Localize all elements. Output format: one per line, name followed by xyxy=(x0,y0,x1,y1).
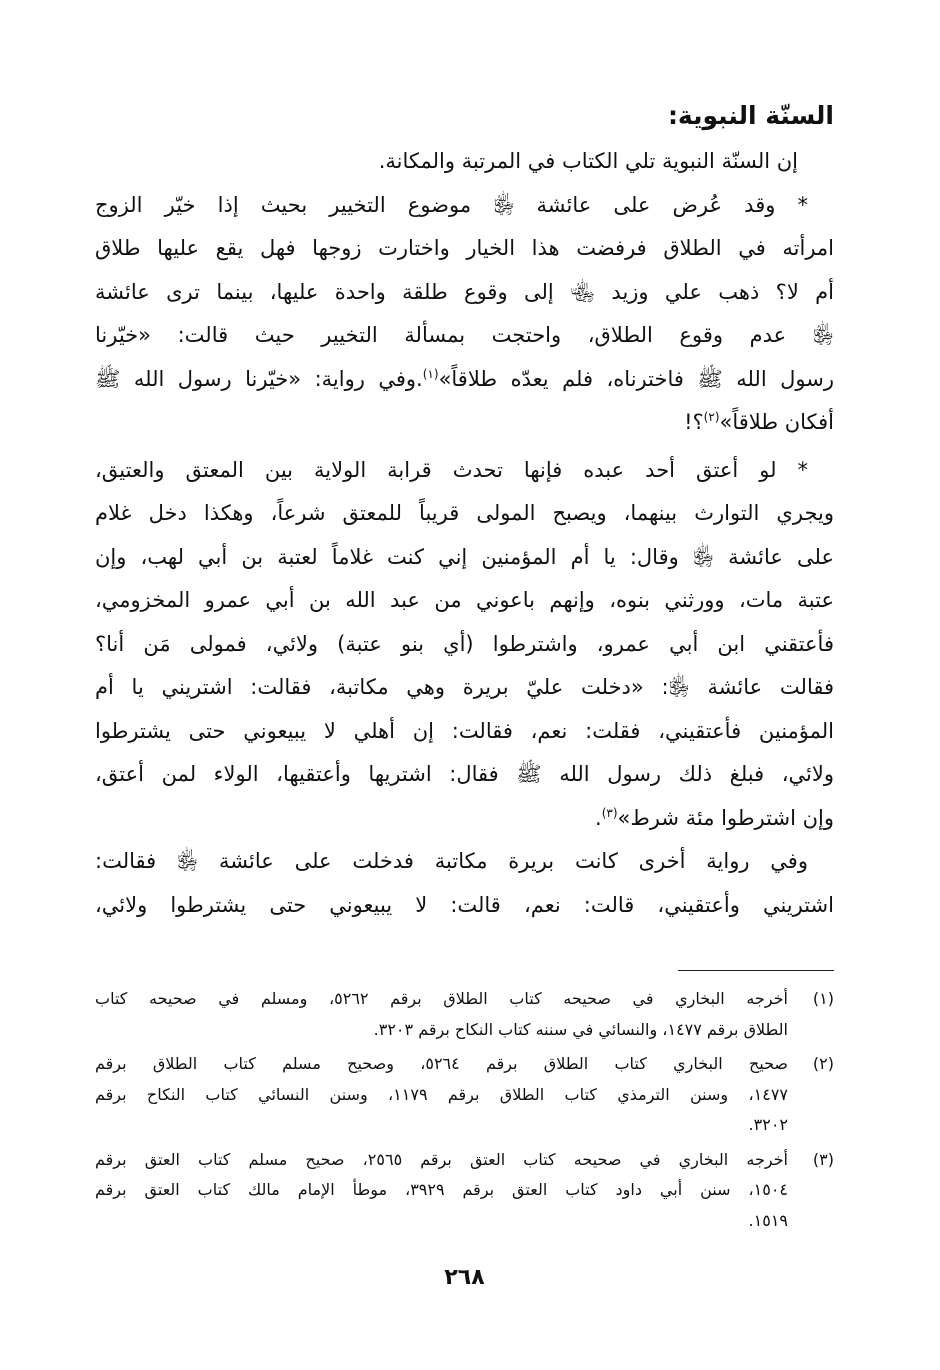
footnote-ref-2[interactable]: (٢) xyxy=(703,410,720,424)
footnote-text xyxy=(95,1145,788,1237)
text-line: * لو أعتق أحد عبده فإنها تحدث قرابة الولاية بين المعتق والعتيق، xyxy=(95,457,808,482)
book-page xyxy=(95,92,834,1340)
footnote-1 xyxy=(95,984,834,1045)
main-text xyxy=(95,140,834,927)
text-line: فقالت عائشة ﵂: «دخلت عليّ بريرة وهي مكاتبة، فقالت: اشتريني يا أم xyxy=(95,675,834,699)
text-line: على عائشة ﵂ وقال: يا أم المؤمنين إني كنت غلاماً لعتبة بن أبي لهب، وإن xyxy=(95,544,834,569)
footnote-3 xyxy=(95,1145,834,1237)
text-line: عتبة مات، وورثني بنوه، وإنهم باعوني من عبد الله بن أبي عمرو المخزومي، xyxy=(95,588,834,612)
footnote-text xyxy=(95,984,788,1045)
text-line: ﵂ عدم وقوع الطلاق، واحتجت بمسألة التخيير حيث قالت: «خيّرنا xyxy=(95,323,834,347)
text-line: المؤمنين فأعتقيني، فقلت: نعم، فقالت: إن أهلي لا يبيعوني حتى يشترطوا xyxy=(95,718,834,743)
text-line: وفي رواية أخرى كانت بريرة مكاتبة فدخلت على عائشة ﵂ فقالت: xyxy=(95,849,808,873)
text-line: امرأته في الطلاق فرفضت هذا الخيار واختارت زوجها فهل يقع عليها طلاق xyxy=(95,236,834,260)
section-heading: السنّة النبوية: xyxy=(667,101,834,130)
footnote-line: أخرجه البخاري في صحيحه كتاب الطلاق برقم ٥٢٦٢، ومسلم في صحيحه كتاب xyxy=(95,989,788,1008)
footnote-line: الطلاق برقم ١٤٧٧، والنسائي في سننه كتاب النكاح برقم ٣٢٠٣. xyxy=(373,1019,788,1039)
footnote-number: (٢) xyxy=(812,1054,834,1073)
text-segment: . xyxy=(595,805,602,830)
page-number: ٢٦٨ xyxy=(444,1265,485,1290)
footnote-line: ١٤٧٧، وسنن الترمذي كتاب الطلاق برقم ١١٧٩، وسنن النسائي كتاب النكاح برقم xyxy=(95,1084,789,1104)
paragraph-2 xyxy=(95,184,834,445)
footnote-line: ١٥٠٤، سنن أبي داود كتاب العتق برقم ٣٩٢٩، موطأ الإمام مالك كتاب العتق برقم xyxy=(95,1180,788,1199)
text-segment: وإن اشترطوا مئة شرط» xyxy=(617,805,834,830)
text-line: ولائي، فبلغ ذلك رسول الله ﷺ فقال: اشتريها وأعتقيها، الولاء لمن أعتق، xyxy=(95,762,834,786)
footnote-line: صحيح البخاري كتاب الطلاق برقم ٥٢٦٤، وصحيح مسلم كتاب الطلاق برقم xyxy=(95,1054,789,1073)
footnote-line: ١٥١٩. xyxy=(748,1210,788,1230)
footnote-number: (١) xyxy=(812,989,834,1008)
footnote-ref-1[interactable]: (١) xyxy=(422,366,439,381)
text-segment: ؟! xyxy=(684,410,704,434)
text-line: ويجري التوارث بينهما، ويصبح المولى قريباً للمعتق شرعاً، وهكذا دخل غلام xyxy=(95,501,834,525)
footnote-line: أخرجه البخاري في صحيحه كتاب العتق برقم ٢٥٦٥، صحيح مسلم كتاب العتق برقم xyxy=(95,1149,789,1169)
text-line: أم لا؟ ذهب علي وزيد ﵄ إلى وقوع طلقة واحدة عليها، بينما ترى عائشة xyxy=(95,279,834,304)
footnote-2 xyxy=(95,1049,834,1141)
text-line: اشتريني وأعتقيني، قالت: نعم، قالت: لا يبيعوني حتى يشترطوا ولائي، xyxy=(95,892,834,917)
footnote-ref-3[interactable]: (٣) xyxy=(601,805,618,820)
paragraph-1 xyxy=(95,140,834,184)
text-line-with-footnote xyxy=(95,797,834,841)
text-segment: أفكان طلاقاً» xyxy=(719,410,834,434)
footnote-line: ٣٢٠٢. xyxy=(748,1115,788,1134)
text-line-with-footnote xyxy=(95,401,834,445)
text-line: فأعتقني ابن أبي عمرو، واشترطوا (أي بنو عتبة) ولائي، فمولى مَن أنا؟ xyxy=(95,631,834,656)
text-segment: .وفي رواية: «خيّرنا رسول الله ﷺ xyxy=(95,366,423,391)
text-segment: رسول الله ﷺ فاخترناه، فلم يعدّه طلاقاً» xyxy=(438,366,834,391)
text-line: * وقد عُرض على عائشة ﵂ موضوع التخيير بحيث إذا خيّر الزوج xyxy=(95,192,808,217)
footnote-divider xyxy=(678,970,834,971)
text-line: إن السنّة النبوية تلي الكتاب في المرتبة والمكانة. xyxy=(378,149,798,173)
text-line-with-footnote xyxy=(95,358,834,402)
footnote-number: (٣) xyxy=(812,1149,834,1169)
paragraph-3 xyxy=(95,449,834,841)
footnote-text xyxy=(95,1049,788,1141)
paragraph-4 xyxy=(95,840,834,927)
footnotes xyxy=(95,984,834,1240)
